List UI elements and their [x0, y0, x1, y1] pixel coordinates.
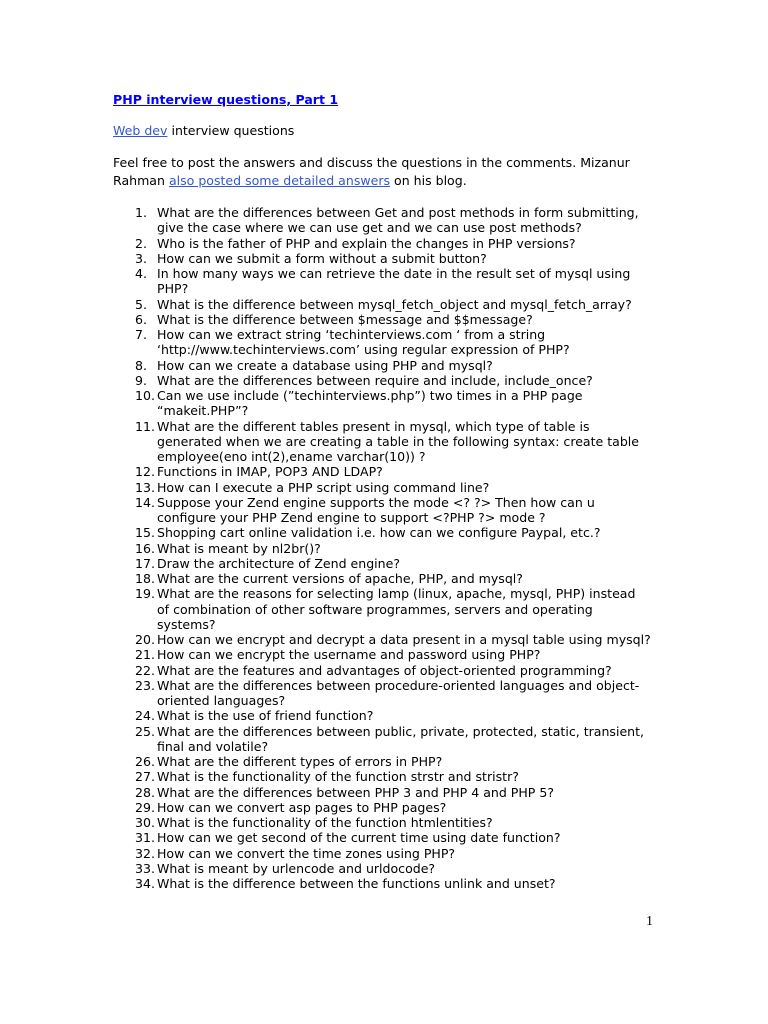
question-text	[157, 678, 658, 709]
question-number: 2.	[135, 235, 147, 251]
question-number: 26.	[135, 754, 155, 769]
question-text-line: How can we encrypt the username and password using PHP?	[157, 647, 541, 663]
question-text	[157, 236, 658, 251]
question-text	[157, 586, 658, 632]
question-text	[157, 373, 658, 388]
question-text-line: Can we use include (”techinterviews.php”) two times in a PHP page	[157, 388, 583, 403]
question-text-line: final and volatile?	[157, 738, 269, 754]
question-text-line: What are the differences between procedure-oriented languages and object-	[157, 677, 640, 693]
question-text-line: of combination of other software programmes, servers and operating	[157, 601, 593, 617]
question-number: 23.	[135, 677, 155, 693]
question-item	[113, 708, 658, 723]
question-item	[113, 251, 658, 266]
question-number: 11.	[135, 418, 155, 434]
question-number: 20.	[135, 632, 155, 647]
question-number: 9.	[135, 372, 147, 388]
question-text	[157, 419, 658, 465]
question-text-line: What are the features and advantages of object-oriented programming?	[157, 662, 612, 678]
document-body	[113, 92, 658, 891]
question-text-line: employee(eno int(2),ename varchar(10)) ?	[157, 449, 426, 464]
question-item	[113, 876, 658, 891]
question-text-line: What is the functionality of the function strstr and stristr?	[157, 769, 519, 785]
question-text-line: What is the difference between $message and $$message?	[157, 311, 533, 327]
question-text-line: What is meant by urlencode and urldocode?	[157, 860, 436, 876]
question-text-line: How can we extract string ‘techinterviews.com ‘ from a string	[157, 327, 546, 342]
question-item	[113, 358, 658, 373]
question-text	[157, 876, 658, 891]
question-text-line: generated when we are creating a table in the following syntax: create table	[157, 433, 640, 449]
question-number: 3.	[135, 250, 147, 266]
question-text-line: configure your PHP Zend engine to support <?PHP ?> mode ?	[157, 510, 546, 525]
intro-text-end: on his blog.	[394, 172, 467, 188]
question-item	[113, 800, 658, 815]
question-text	[157, 846, 658, 861]
question-item	[113, 419, 658, 465]
question-text	[157, 266, 658, 297]
question-item	[113, 586, 658, 632]
question-number: 5.	[135, 296, 147, 312]
question-item	[113, 861, 658, 876]
question-item	[113, 236, 658, 251]
question-text-line: What is the difference between the functions unlink and unset?	[157, 876, 556, 891]
question-text-line: What are the differences between public, private, protected, static, transient,	[157, 723, 645, 739]
question-number: 8.	[135, 357, 147, 373]
question-text	[157, 327, 658, 358]
question-text	[157, 647, 658, 662]
question-number: 17.	[135, 555, 155, 571]
question-text-line: What are the differences between require and include, include_once?	[157, 372, 593, 388]
question-text	[157, 708, 658, 723]
question-text-line: Draw the architecture of Zend engine?	[157, 555, 400, 571]
question-text-line: What is the functionality of the function htmlentities?	[157, 815, 493, 830]
question-text-line: What are the different tables present in mysql, which type of table is	[157, 418, 590, 434]
question-number: 32.	[135, 845, 155, 861]
question-text-line: What are the different types of errors in PHP?	[157, 754, 443, 769]
intro-paragraph	[113, 154, 658, 190]
question-number: 10.	[135, 388, 155, 403]
question-number: 16.	[135, 540, 155, 556]
question-text	[157, 525, 658, 540]
question-text-line: What are the reasons for selecting lamp (linux, apache, mysql, PHP) instead	[157, 586, 636, 602]
question-item	[113, 525, 658, 540]
question-text-line: PHP?	[157, 281, 189, 297]
subtitle	[113, 123, 658, 138]
question-item	[113, 724, 658, 755]
question-text	[157, 724, 658, 755]
question-text-line: Who is the father of PHP and explain the changes in PHP versions?	[157, 235, 576, 251]
question-text-line: oriented languages?	[157, 693, 286, 708]
question-text	[157, 251, 658, 266]
question-item	[113, 663, 658, 678]
question-text	[157, 663, 658, 678]
question-text	[157, 297, 658, 312]
question-text-line: What are the current versions of apache, PHP, and mysql?	[157, 571, 523, 586]
question-text-line: give the case where we can use get and we can use post methods?	[157, 220, 582, 236]
question-item	[113, 205, 658, 236]
question-text-line: What is the difference between mysql_fetch_object and mysql_fetch_array?	[157, 296, 632, 312]
question-item	[113, 312, 658, 327]
question-item	[113, 647, 658, 662]
question-text-line: systems?	[157, 616, 216, 632]
question-item	[113, 769, 658, 784]
question-text-line: How can we create a database using PHP and mysql?	[157, 357, 493, 373]
question-item	[113, 846, 658, 861]
question-item	[113, 754, 658, 769]
question-text	[157, 800, 658, 815]
question-item	[113, 327, 658, 358]
question-number: 6.	[135, 311, 147, 327]
question-number: 7.	[135, 327, 147, 342]
question-text-line: What is meant by nl2br()?	[157, 540, 321, 556]
question-item	[113, 495, 658, 526]
question-text-line: “makeit.PHP”?	[157, 403, 249, 419]
question-number: 33.	[135, 860, 155, 876]
question-number: 31.	[135, 830, 155, 846]
question-item	[113, 815, 658, 830]
question-item	[113, 464, 658, 479]
detailed-answers-link[interactable]: also posted some detailed answers	[168, 172, 391, 188]
question-text-line: What is the use of friend function?	[157, 708, 374, 724]
question-item	[113, 266, 658, 297]
question-text	[157, 541, 658, 556]
question-text-line: How can we submit a form without a submit button?	[157, 250, 487, 266]
question-item	[113, 571, 658, 586]
question-text-line: Suppose your Zend engine supports the mode <? ?> Then how can u	[157, 494, 595, 510]
question-text	[157, 388, 658, 419]
question-number: 28.	[135, 784, 155, 800]
question-text	[157, 861, 658, 876]
question-text-line: How can we get second of the current time using date function?	[157, 830, 561, 846]
question-number: 14.	[135, 494, 155, 510]
question-text-line: How can I execute a PHP script using command line?	[157, 479, 490, 495]
question-text-line: ‘http://www.techinterviews.com’ using regular expression of PHP?	[157, 342, 570, 358]
question-text	[157, 358, 658, 373]
question-text-line: What are the differences between Get and post methods in form submitting,	[157, 205, 639, 220]
question-number: 13.	[135, 479, 155, 495]
intro-text: Feel free to post the answers and discuss the questions in the comments. Mizanur Rahman	[113, 154, 630, 188]
page-number: 1	[646, 914, 653, 929]
question-text	[157, 571, 658, 586]
question-number: 19.	[135, 586, 155, 602]
page-title	[113, 92, 658, 107]
question-item	[113, 388, 658, 419]
question-item	[113, 785, 658, 800]
question-text	[157, 632, 658, 647]
question-item	[113, 830, 658, 845]
question-text	[157, 205, 658, 236]
question-item	[113, 632, 658, 647]
question-item	[113, 678, 658, 709]
question-text-line: What are the differences between PHP 3 and PHP 4 and PHP 5?	[157, 784, 555, 800]
question-number: 30.	[135, 815, 155, 830]
question-text	[157, 830, 658, 845]
question-number: 22.	[135, 662, 155, 678]
subtitle-text: interview questions	[171, 122, 295, 138]
question-text	[157, 815, 658, 830]
question-number: 1.	[135, 205, 147, 220]
question-text	[157, 495, 658, 526]
title-link[interactable]: PHP interview questions, Part 1	[113, 92, 339, 107]
question-text-line: Shopping cart online validation i.e. how can we configure Paypal, etc.?	[157, 525, 601, 541]
question-item	[113, 556, 658, 571]
question-text	[157, 480, 658, 495]
question-text	[157, 556, 658, 571]
question-text-line: How can we convert the time zones using PHP?	[157, 845, 456, 861]
question-number: 21.	[135, 647, 155, 663]
question-text	[157, 785, 658, 800]
web-dev-link[interactable]: Web dev	[113, 122, 168, 138]
question-number: 29.	[135, 799, 155, 815]
question-number: 34.	[135, 876, 155, 891]
question-number: 18.	[135, 571, 155, 586]
question-text-line: Functions in IMAP, POP3 AND LDAP?	[157, 464, 383, 480]
question-number: 4.	[135, 266, 147, 281]
question-text-line: In how many ways we can retrieve the date in the result set of mysql using	[157, 266, 631, 281]
question-text	[157, 312, 658, 327]
question-number: 12.	[135, 464, 155, 480]
question-item	[113, 297, 658, 312]
question-number: 15.	[135, 525, 155, 541]
question-text	[157, 769, 658, 784]
question-item	[113, 541, 658, 556]
question-number: 27.	[135, 769, 155, 785]
question-text-line: How can we encrypt and decrypt a data present in a mysql table using mysql?	[157, 632, 651, 647]
question-item	[113, 373, 658, 388]
question-item	[113, 480, 658, 495]
question-text-line: How can we convert asp pages to PHP pages?	[157, 799, 447, 815]
question-text	[157, 464, 658, 479]
question-number: 25.	[135, 723, 155, 739]
question-list	[113, 205, 658, 891]
question-number: 24.	[135, 708, 155, 724]
question-text	[157, 754, 658, 769]
